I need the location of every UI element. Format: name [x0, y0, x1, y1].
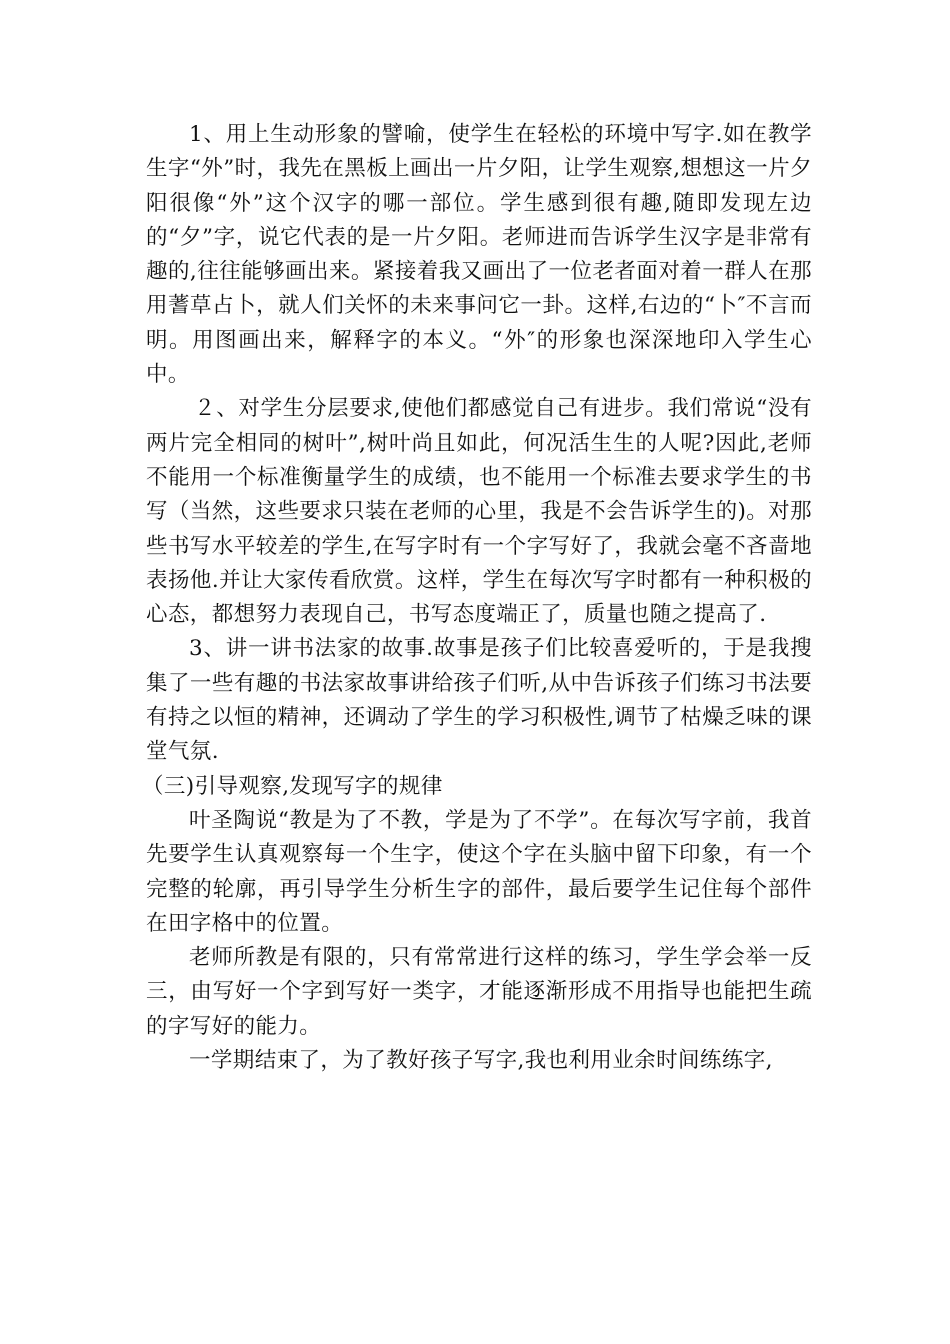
paragraph-6: 一学期结束了，为了教好孩子写字,我也利用业余时间练练字,: [189, 1048, 773, 1074]
paragraph-4: 叶圣陶说“教是为了不教，学是为了不学”。在每次写字前，我首先要学生认真观察每一个生字，使这个字在头脑中留下印象，有一个完整的轮廓，再引导学生分析生字的部件，最后要学生记住每个部件在田字格中的位置。: [146, 807, 812, 936]
paragraph-1: 1、用上生动形象的譬喻，使学生在轻松的环境中写字.如在教学生字“外”时，我先在黑板上画出一片夕阳，让学生观察,想想这一片夕阳很像“外”这个汉字的哪一部位。学生感到很有趣,随即发现左边的“夕”字，说它代表的是一片夕阳。老师进而告诉学生汉字是非常有趣的,往往能够画出来。紧接着我又画出了一位老者面对着一群人在那用蓍草占卜，就人们关怀的未来事问它一卦。这样,右边的“卜″不言而明。用图画出来，解释字的本义。“外″的形象也深深地印入学生心中。: [146, 122, 812, 388]
paragraph-2: ２、对学生分层要求,使他们都感觉自己有进步。我们常说“没有两片完全相同的树叶”,树叶尚且如此，何况活生生的人呢?因此,老师不能用一个标准衡量学生的成绩，也不能用一个标准去要求学生的书写（当然，这些要求只装在老师的心里，我是不会告诉学生的)。对那些书写水平较差的学生,在写字时有一个字写好了，我就会毫不吝啬地表扬他.并让大家传看欣赏。这样，学生在每次写字时都有一种积极的心态，都想努力表现自己，书写态度端正了，质量也随之提高了.: [146, 396, 812, 628]
section-heading: （三)引导观察,发现写字的规律: [142, 773, 443, 799]
document-body: [142, 118, 812, 1078]
paragraph-3: 3、讲一讲书法家的故事.故事是孩子们比较喜爱听的，于是我搜集了一些有趣的书法家故事讲给孩子们听,从中告诉孩子们练习书法要有持之以恒的精神，还调动了学生的学习积极性,调节了枯燥乏味的课堂气氛.: [146, 636, 812, 765]
paragraph-5: 老师所教是有限的，只有常常进行这样的练习，学生学会举一反三，由写好一个字到写好一类字，才能逐渐形成不用指导也能把生疏的字写好的能力。: [146, 945, 812, 1039]
